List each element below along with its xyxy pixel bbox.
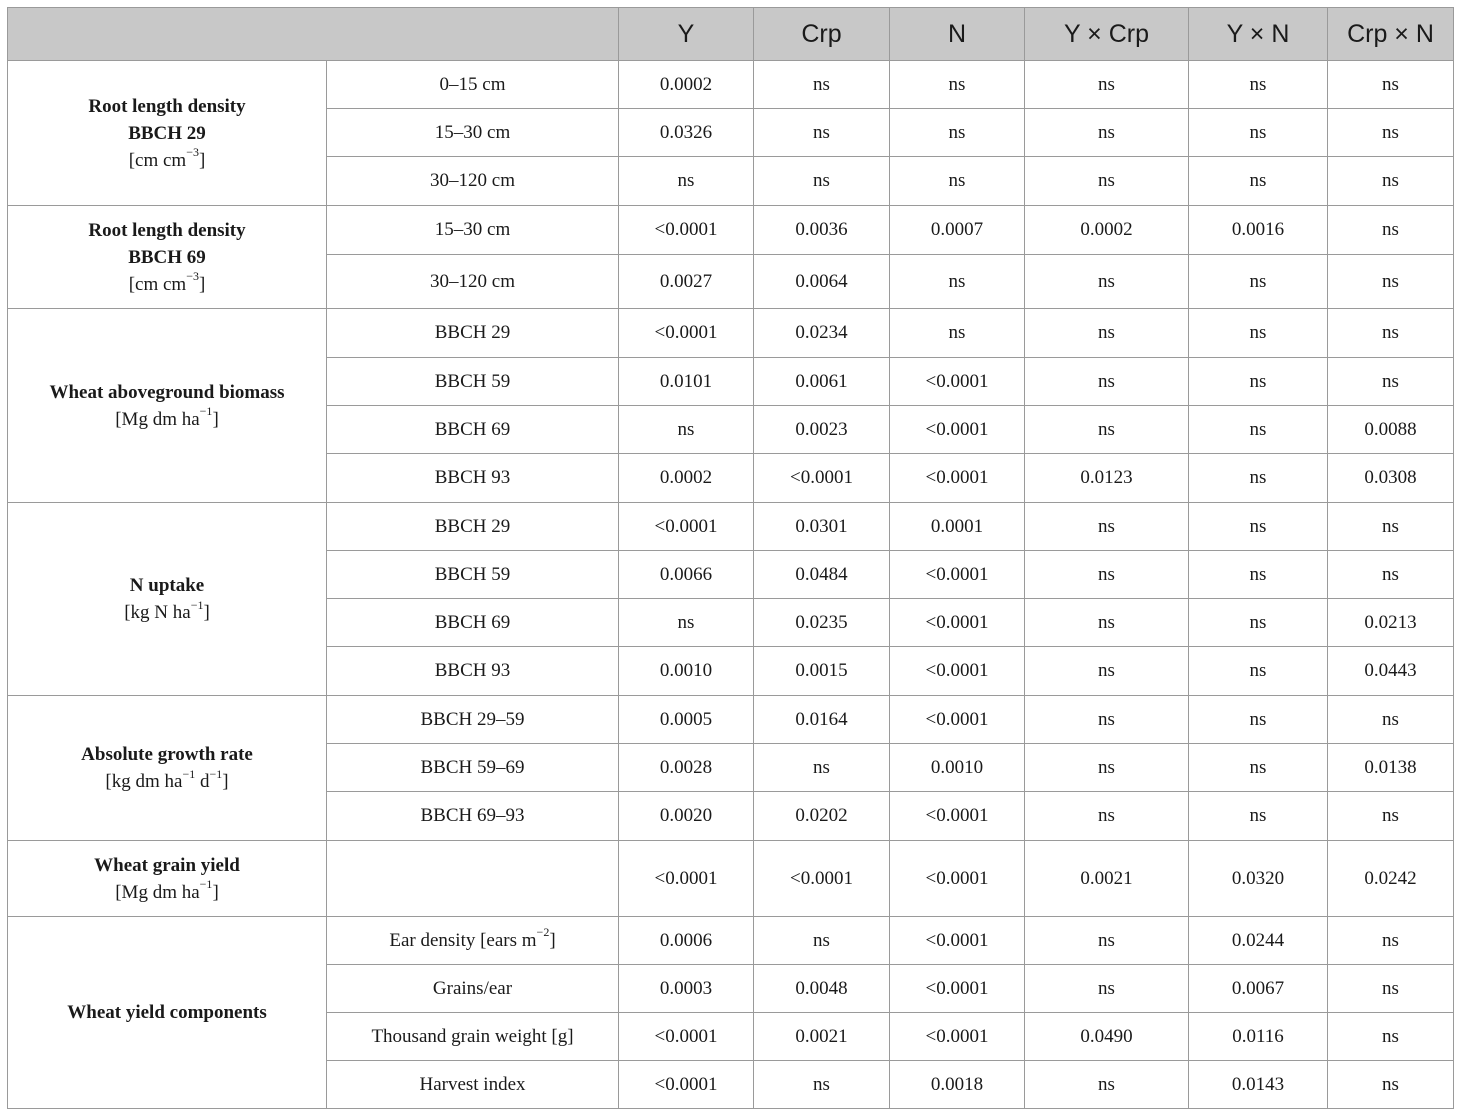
value-cell: ns: [1189, 109, 1328, 157]
unit-sup: −3: [186, 269, 199, 284]
value-cell: 0.0490: [1025, 1013, 1189, 1061]
value-cell: 0.0061: [754, 358, 890, 406]
value-cell: ns: [1189, 792, 1328, 841]
value-cell: ns: [890, 109, 1025, 157]
value-cell: <0.0001: [754, 841, 890, 917]
unit-sup: −1: [182, 766, 196, 781]
value-cell: ns: [1025, 551, 1189, 599]
value-cell: <0.0001: [890, 965, 1025, 1013]
value-cell: 0.0002: [1025, 206, 1189, 255]
value-cell: <0.0001: [890, 599, 1025, 647]
value-cell: ns: [1189, 647, 1328, 696]
value-cell: 0.0116: [1189, 1013, 1328, 1061]
value-cell: 0.0064: [754, 255, 890, 309]
value-cell: 0.0020: [619, 792, 754, 841]
row-label-cell: [327, 792, 619, 841]
table-row: [8, 841, 1454, 917]
value-cell: ns: [1025, 599, 1189, 647]
header-y-x-crp: Y × Crp: [1025, 8, 1189, 61]
group-title-line: Wheat aboveground biomass: [49, 381, 285, 403]
row-label: 0–15 cm: [439, 73, 506, 95]
group-title-line: BBCH 69: [128, 246, 206, 268]
value-cell: ns: [1328, 255, 1454, 309]
value-cell: 0.0213: [1328, 599, 1454, 647]
group-label-cell: [8, 503, 327, 696]
row-label-cell: [327, 157, 619, 206]
unit-pre: [cm cm: [128, 149, 187, 171]
value-cell: 0.0242: [1328, 841, 1454, 917]
value-cell: <0.0001: [890, 454, 1025, 503]
row-label-cell: [327, 255, 619, 309]
row-label-cell: [327, 841, 619, 917]
value-cell: 0.0326: [619, 109, 754, 157]
value-cell: 0.0123: [1025, 454, 1189, 503]
group-unit: [12, 147, 322, 174]
value-cell: ns: [1189, 744, 1328, 792]
value-cell: 0.0244: [1189, 917, 1328, 965]
value-cell: ns: [1189, 61, 1328, 109]
row-label: BBCH 69: [434, 611, 511, 633]
value-cell: 0.0235: [754, 599, 890, 647]
row-label-cell: [327, 358, 619, 406]
header-crp: Crp: [754, 8, 890, 61]
row-label-cell: [327, 917, 619, 965]
value-cell: ns: [890, 61, 1025, 109]
value-cell: <0.0001: [890, 841, 1025, 917]
value-cell: ns: [1025, 503, 1189, 551]
value-cell: ns: [1328, 551, 1454, 599]
value-cell: 0.0007: [890, 206, 1025, 255]
value-cell: 0.0138: [1328, 744, 1454, 792]
value-cell: ns: [1189, 406, 1328, 454]
group-title-line: N uptake: [129, 575, 205, 596]
value-cell: ns: [1025, 157, 1189, 206]
value-cell: ns: [1189, 696, 1328, 744]
unit-mid: d: [195, 771, 210, 792]
value-cell: ns: [1328, 965, 1454, 1013]
value-cell: ns: [1025, 792, 1189, 841]
value-cell: 0.0005: [619, 696, 754, 744]
row-label: BBCH 59: [434, 563, 511, 585]
row-label: BBCH 69: [434, 418, 511, 440]
row-label: 15–30 cm: [434, 121, 511, 143]
group-unit: [12, 406, 322, 433]
row-label-cell: [327, 1061, 619, 1109]
value-cell: ns: [1025, 358, 1189, 406]
row-label: Harvest index: [419, 1073, 526, 1095]
value-cell: 0.0164: [754, 696, 890, 744]
value-cell: ns: [1025, 917, 1189, 965]
value-cell: ns: [1025, 696, 1189, 744]
value-cell: 0.0018: [890, 1061, 1025, 1109]
row-label: 30–120 cm: [430, 270, 515, 292]
value-cell: <0.0001: [754, 454, 890, 503]
value-cell: ns: [619, 157, 754, 206]
value-cell: 0.0101: [619, 358, 754, 406]
row-label-cell: [327, 965, 619, 1013]
value-cell: ns: [890, 309, 1025, 358]
group-label-cell: [8, 696, 327, 841]
group-label-cell: [8, 309, 327, 503]
value-cell: ns: [754, 109, 890, 157]
value-cell: 0.0036: [754, 206, 890, 255]
value-cell: 0.0443: [1328, 647, 1454, 696]
value-cell: <0.0001: [619, 841, 754, 917]
value-cell: ns: [1025, 1061, 1189, 1109]
row-label: BBCH 93: [434, 467, 511, 488]
value-cell: 0.0016: [1189, 206, 1328, 255]
value-cell: 0.0023: [754, 406, 890, 454]
row-label-cell: [327, 309, 619, 358]
row-label: BBCH 29–59: [420, 708, 525, 730]
value-cell: ns: [754, 1061, 890, 1109]
row-label-cell: [327, 599, 619, 647]
header-y: Y: [619, 8, 754, 61]
unit-post: ]: [198, 273, 206, 295]
value-cell: <0.0001: [890, 406, 1025, 454]
value-cell: 0.0001: [890, 503, 1025, 551]
value-cell: <0.0001: [890, 792, 1025, 841]
anova-results-table: [7, 7, 1454, 1109]
unit-sup2: −1: [209, 766, 223, 781]
row-label-cell: [327, 406, 619, 454]
row-label: Thousand grain weight [g]: [371, 1025, 574, 1047]
row-label-cell: [327, 696, 619, 744]
value-cell: ns: [1025, 744, 1189, 792]
value-cell: ns: [890, 255, 1025, 309]
row-label-cell: [327, 61, 619, 109]
row-label-cell: [327, 109, 619, 157]
value-cell: <0.0001: [619, 1013, 754, 1061]
value-cell: 0.0002: [619, 61, 754, 109]
unit-sup: −3: [186, 145, 199, 160]
table-row: [8, 696, 1454, 744]
value-cell: ns: [619, 406, 754, 454]
value-cell: ns: [1025, 406, 1189, 454]
value-cell: <0.0001: [890, 647, 1025, 696]
value-cell: 0.0027: [619, 255, 754, 309]
row-label-cell: [327, 206, 619, 255]
value-cell: <0.0001: [619, 206, 754, 255]
value-cell: ns: [1328, 503, 1454, 551]
group-label-cell: [8, 917, 327, 1109]
value-cell: 0.0002: [619, 454, 754, 503]
value-cell: 0.0308: [1328, 454, 1454, 503]
group-label-cell: [8, 841, 327, 917]
row-label-cell: [327, 1013, 619, 1061]
value-cell: ns: [1025, 255, 1189, 309]
row-label-cell: [327, 647, 619, 696]
row-label: Grains/ear: [432, 977, 513, 999]
group-title-line: Root length density: [88, 95, 246, 117]
row-label-cell: [327, 744, 619, 792]
row-label: BBCH 59: [434, 370, 511, 392]
statistics-table-container: [7, 7, 1453, 1109]
group-title-line: Root length density: [88, 219, 246, 241]
header-n: N: [890, 8, 1025, 61]
table-row: [8, 917, 1454, 965]
value-cell: ns: [1328, 792, 1454, 841]
value-cell: 0.0067: [1189, 965, 1328, 1013]
value-cell: ns: [1328, 109, 1454, 157]
value-cell: ns: [1189, 503, 1328, 551]
unit-post: ]: [222, 771, 229, 792]
value-cell: ns: [1328, 917, 1454, 965]
value-cell: <0.0001: [890, 551, 1025, 599]
unit-pre: [Mg dm ha: [115, 881, 200, 903]
value-cell: <0.0001: [890, 358, 1025, 406]
value-cell: ns: [1328, 1061, 1454, 1109]
unit-post: ]: [212, 881, 219, 903]
table-row: [8, 309, 1454, 358]
value-cell: ns: [1189, 358, 1328, 406]
value-cell: ns: [754, 917, 890, 965]
group-label-cell: [8, 61, 327, 206]
value-cell: ns: [1189, 599, 1328, 647]
value-cell: 0.0006: [619, 917, 754, 965]
value-cell: 0.0320: [1189, 841, 1328, 917]
unit-sup: −1: [190, 597, 204, 612]
row-label-cell: [327, 454, 619, 503]
table-header-row: [8, 8, 1454, 61]
value-cell: <0.0001: [890, 696, 1025, 744]
value-cell: ns: [1025, 61, 1189, 109]
row-label: Ear density [ears m: [389, 929, 537, 951]
header-blank-cell: [8, 8, 619, 61]
value-cell: ns: [1328, 358, 1454, 406]
row-label-cell: [327, 551, 619, 599]
unit-pre: [kg dm ha: [105, 771, 183, 792]
value-cell: ns: [1328, 1013, 1454, 1061]
value-cell: ns: [1189, 255, 1328, 309]
value-cell: ns: [890, 157, 1025, 206]
value-cell: <0.0001: [619, 309, 754, 358]
value-cell: ns: [1189, 551, 1328, 599]
group-title-line: Absolute growth rate: [81, 744, 253, 765]
value-cell: ns: [619, 599, 754, 647]
unit-post: ]: [198, 149, 206, 171]
group-unit: [12, 599, 322, 626]
value-cell: ns: [1189, 309, 1328, 358]
row-label-post: ]: [549, 929, 556, 951]
value-cell: <0.0001: [619, 1061, 754, 1109]
table-body: [8, 61, 1454, 1109]
value-cell: 0.0066: [619, 551, 754, 599]
value-cell: 0.0202: [754, 792, 890, 841]
value-cell: 0.0143: [1189, 1061, 1328, 1109]
group-unit: [12, 768, 322, 795]
row-label-sup: −2: [536, 925, 550, 940]
value-cell: <0.0001: [890, 917, 1025, 965]
unit-sup: −1: [199, 877, 213, 892]
value-cell: 0.0010: [890, 744, 1025, 792]
unit-post: ]: [212, 408, 219, 430]
value-cell: 0.0484: [754, 551, 890, 599]
row-label: BBCH 29: [434, 322, 511, 343]
group-title-line: Wheat yield components: [67, 1002, 267, 1023]
value-cell: ns: [754, 157, 890, 206]
value-cell: <0.0001: [890, 1013, 1025, 1061]
value-cell: 0.0021: [1025, 841, 1189, 917]
value-cell: 0.0015: [754, 647, 890, 696]
unit-pre: [Mg dm ha: [115, 408, 200, 430]
value-cell: <0.0001: [619, 503, 754, 551]
row-label: BBCH 69–93: [420, 805, 525, 826]
group-unit: [12, 879, 322, 906]
row-label: 15–30 cm: [434, 219, 511, 240]
value-cell: ns: [1328, 157, 1454, 206]
value-cell: ns: [1025, 309, 1189, 358]
group-unit: [12, 271, 322, 298]
value-cell: ns: [1189, 454, 1328, 503]
value-cell: ns: [754, 61, 890, 109]
value-cell: 0.0234: [754, 309, 890, 358]
value-cell: ns: [1189, 157, 1328, 206]
value-cell: ns: [1328, 696, 1454, 744]
value-cell: 0.0088: [1328, 406, 1454, 454]
value-cell: ns: [1328, 309, 1454, 358]
unit-sup: −1: [199, 404, 213, 419]
table-row: [8, 61, 1454, 109]
row-label-cell: [327, 503, 619, 551]
value-cell: 0.0028: [619, 744, 754, 792]
row-label: 30–120 cm: [430, 170, 515, 191]
unit-pre: [kg N ha: [124, 602, 191, 623]
header-y-x-n: Y × N: [1189, 8, 1328, 61]
value-cell: ns: [1025, 965, 1189, 1013]
value-cell: 0.0010: [619, 647, 754, 696]
group-title-line: BBCH 29: [128, 122, 206, 144]
row-label: BBCH 29: [434, 515, 511, 537]
group-title-line: Wheat grain yield: [94, 854, 240, 876]
value-cell: ns: [1328, 61, 1454, 109]
row-label: BBCH 59–69: [420, 756, 525, 778]
row-label: BBCH 93: [434, 660, 511, 681]
value-cell: 0.0301: [754, 503, 890, 551]
unit-post: ]: [203, 602, 210, 623]
group-label-cell: [8, 206, 327, 309]
value-cell: 0.0003: [619, 965, 754, 1013]
value-cell: 0.0021: [754, 1013, 890, 1061]
value-cell: ns: [1025, 647, 1189, 696]
unit-pre: [cm cm: [128, 273, 187, 295]
value-cell: ns: [1025, 109, 1189, 157]
value-cell: 0.0048: [754, 965, 890, 1013]
table-row: [8, 206, 1454, 255]
value-cell: ns: [754, 744, 890, 792]
table-row: [8, 503, 1454, 551]
header-crp-x-n: Crp × N: [1328, 8, 1454, 61]
value-cell: ns: [1328, 206, 1454, 255]
